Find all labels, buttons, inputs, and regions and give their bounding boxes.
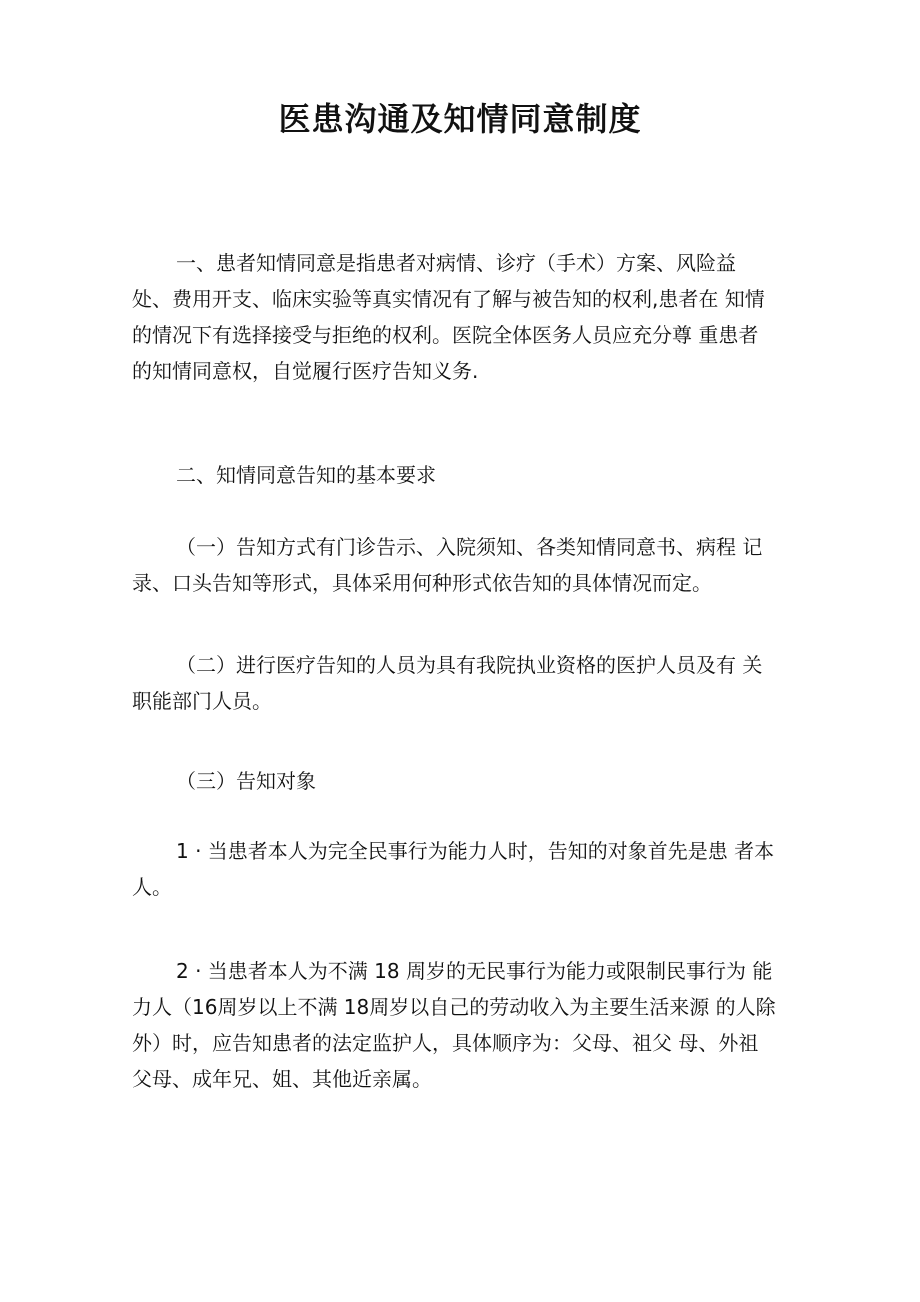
paragraph-line: 录、口头告知等形式，具体采用何种形式依告知的具体情况而定。 bbox=[132, 571, 712, 595]
document-title: 医患沟通及知情同意制度 bbox=[278, 100, 642, 138]
section-heading-basic-requirements bbox=[132, 457, 792, 493]
paragraph-notification-personnel bbox=[132, 647, 792, 719]
paragraph-line: 力人（16周岁以上不满 18周岁以自己的劳动收入为主要生活来源 的人除 bbox=[132, 995, 776, 1019]
paragraph-line: 的知情同意权，自觉履行医疗告知义务. bbox=[132, 359, 479, 383]
paragraph-line: （二）进行医疗告知的人员为具有我院执业资格的医护人员及有 关 bbox=[176, 653, 763, 677]
subheading-notification-target bbox=[132, 763, 792, 799]
paragraph-line: 外）时，应告知患者的法定监护人，具体顺序为：父母、祖父 母、外祖 bbox=[132, 1031, 759, 1055]
paragraph-line: （一）告知方式有门诊告示、入院须知、各类知情同意书、病程 记 bbox=[176, 535, 763, 559]
paragraph-item-2 bbox=[132, 953, 792, 1097]
paragraph-line: 父母、成年兄、姐、其他近亲属。 bbox=[132, 1067, 432, 1091]
paragraph-line: 2 · 当患者本人为不满 18 周岁的无民事行为能力或限制民事行为 能 bbox=[176, 959, 773, 983]
paragraph-line: （三）告知对象 bbox=[176, 769, 316, 793]
paragraph-notification-methods bbox=[132, 529, 792, 601]
paragraph-line: 人。 bbox=[132, 875, 172, 899]
paragraph-line: 二、知情同意告知的基本要求 bbox=[176, 463, 436, 487]
paragraph-line: 处、费用开支、临床实验等真实情况有了解与被告知的权利,患者在 知情 bbox=[132, 287, 765, 311]
paragraph-line: 职能部门人员。 bbox=[132, 689, 272, 713]
paragraph-item-1 bbox=[132, 833, 792, 905]
paragraph-line: 1 · 当患者本人为完全民事行为能力人时，告知的对象首先是患 者本 bbox=[176, 839, 775, 863]
paragraph-informed-consent-definition bbox=[132, 245, 792, 389]
paragraph-line: 的情况下有选择接受与拒绝的权利。医院全体医务人员应充分尊 重患者 bbox=[132, 323, 759, 347]
paragraph-line: 一、患者知情同意是指患者对病情、诊疗（手术）方案、风险益 bbox=[176, 251, 736, 275]
